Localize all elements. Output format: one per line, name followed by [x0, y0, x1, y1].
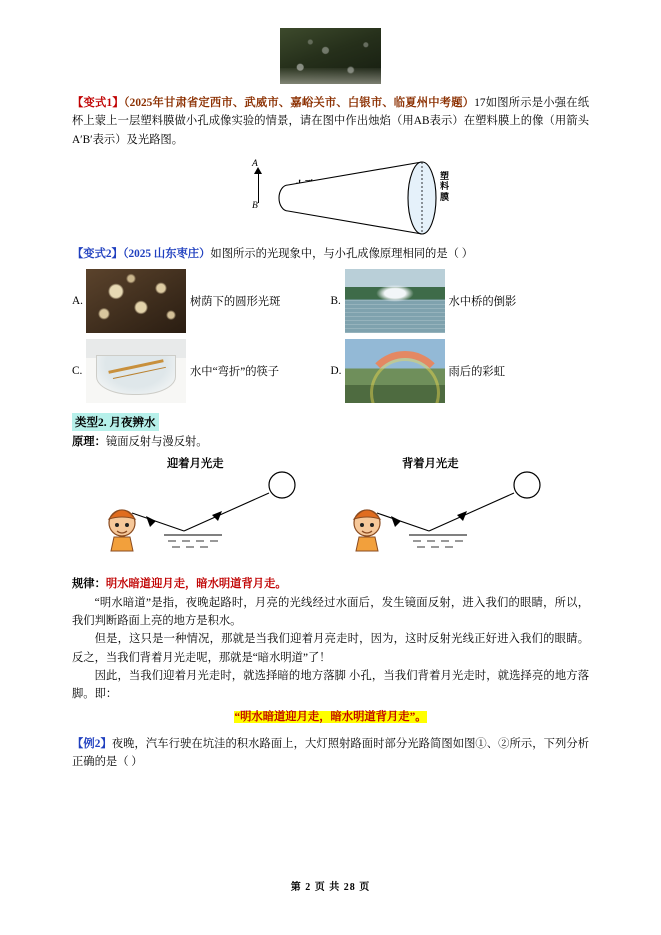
example2-paragraph [72, 735, 589, 772]
person-right [354, 510, 380, 551]
rainbow-image [345, 339, 445, 403]
rule-line [72, 575, 589, 593]
option-b[interactable] [331, 269, 590, 333]
explain-paragraph-3: 因此，当我们迎着月光走时，就选择暗的地方落脚 小孔，当我们背着月光走时，就选择亮的地方落脚。即： [72, 669, 589, 701]
figure-caption-away-moon: 背着月光走 [402, 458, 459, 471]
tree-shadow-photo [280, 28, 381, 84]
rule-label: 规律： [72, 578, 106, 591]
section-heading: 类型2. 月夜辨水 [72, 413, 159, 431]
option-a-letter: A. [72, 295, 83, 308]
example2-text: 夜晚，汽车行驶在坑洼的积水路面上，大灯照射路面时部分光路简图如图①、②所示，下列分析正确的是（ ） [72, 737, 589, 769]
rule-quote [72, 708, 589, 724]
moon-walk-diagram [72, 471, 589, 571]
option-d-caption: 雨后的彩虹 [448, 366, 505, 379]
variant1-paragraph [72, 94, 589, 149]
option-b-letter: B. [330, 295, 341, 308]
example2-tag: 【例2】 [72, 737, 112, 750]
label-a: A [252, 158, 258, 169]
option-a[interactable] [72, 269, 331, 333]
option-c-caption: 水中“弯折”的筷子 [190, 366, 280, 379]
label-plastic-film: 塑料膜 [440, 170, 450, 202]
variant2-text: 如图所示的光现象中，与小孔成像原理相同的是（ ） [210, 247, 474, 260]
variant2-tag: 【变式2】 [72, 247, 123, 260]
pinhole-cup-figure-inner [202, 155, 492, 241]
rule-quote-text: “明水暗道迎月走，暗水明道背月走”。 [234, 710, 427, 723]
principle-text: 镜面反射与漫反射。 [105, 436, 208, 449]
option-row-cd [72, 339, 589, 403]
option-a-caption: 树荫下的圆形光斑 [190, 296, 281, 309]
variant1-text: 17如图所示是小强在纸杯上蒙上一层塑料膜做小孔成像实验的情景，请在图中作出烛焰（用AB表示）在塑料膜上的像（用箭头A′B′表示）及光路图。 [72, 97, 589, 146]
person-left [109, 510, 135, 551]
variant2-source: （2025 山东枣庄） [122, 247, 211, 260]
cone-cup-drawing [272, 155, 452, 241]
option-c[interactable] [72, 339, 331, 403]
candle-arrow-ab [247, 158, 273, 211]
pinhole-cup-figure [72, 155, 589, 241]
page-content [72, 28, 589, 771]
figure-caption-toward-moon: 迎着月光走 [167, 458, 224, 471]
label-b: B [252, 200, 258, 211]
option-d[interactable] [331, 339, 590, 403]
option-d-letter: D. [330, 365, 342, 378]
variant1-source: （2025年甘肃省定西市、武威市、嘉峪关市、白银市、临夏州中考题） [123, 97, 475, 109]
moon-walk-figure [72, 455, 589, 571]
principle-line [72, 433, 589, 451]
dappled-light-spots-image [86, 269, 186, 333]
principle-label: 原理： [72, 436, 106, 449]
option-b-caption: 水中桥的倒影 [448, 296, 517, 309]
explain-paragraph-2: 但是，这只是一种情况，那就是当我们迎着月亮走时，因为，这时反射光线正好进入我们的眼睛。反之，当我们背着月光走呢，那就是“暗水明道”了！ [72, 633, 589, 664]
bent-chopstick-image [86, 339, 186, 403]
option-row-ab [72, 269, 589, 333]
variant1-tag: 【变式1】 [72, 97, 124, 109]
variant2-paragraph [72, 245, 589, 263]
page-footer: 第 2 页 共 28 页 [290, 882, 371, 893]
bridge-reflection-image [345, 269, 445, 333]
option-c-letter: C. [72, 365, 83, 378]
explain-paragraph-1: “明水暗道”是指，夜晚起路时，月亮的光线经过水面后，发生镜面反射，进入我们的眼睛，所以，我们判断路面上亮的地方是积水。 [72, 596, 589, 628]
arrow-shaft [258, 173, 259, 203]
rule-text: 明水暗道迎月走，暗水明道背月走。 [105, 578, 287, 591]
